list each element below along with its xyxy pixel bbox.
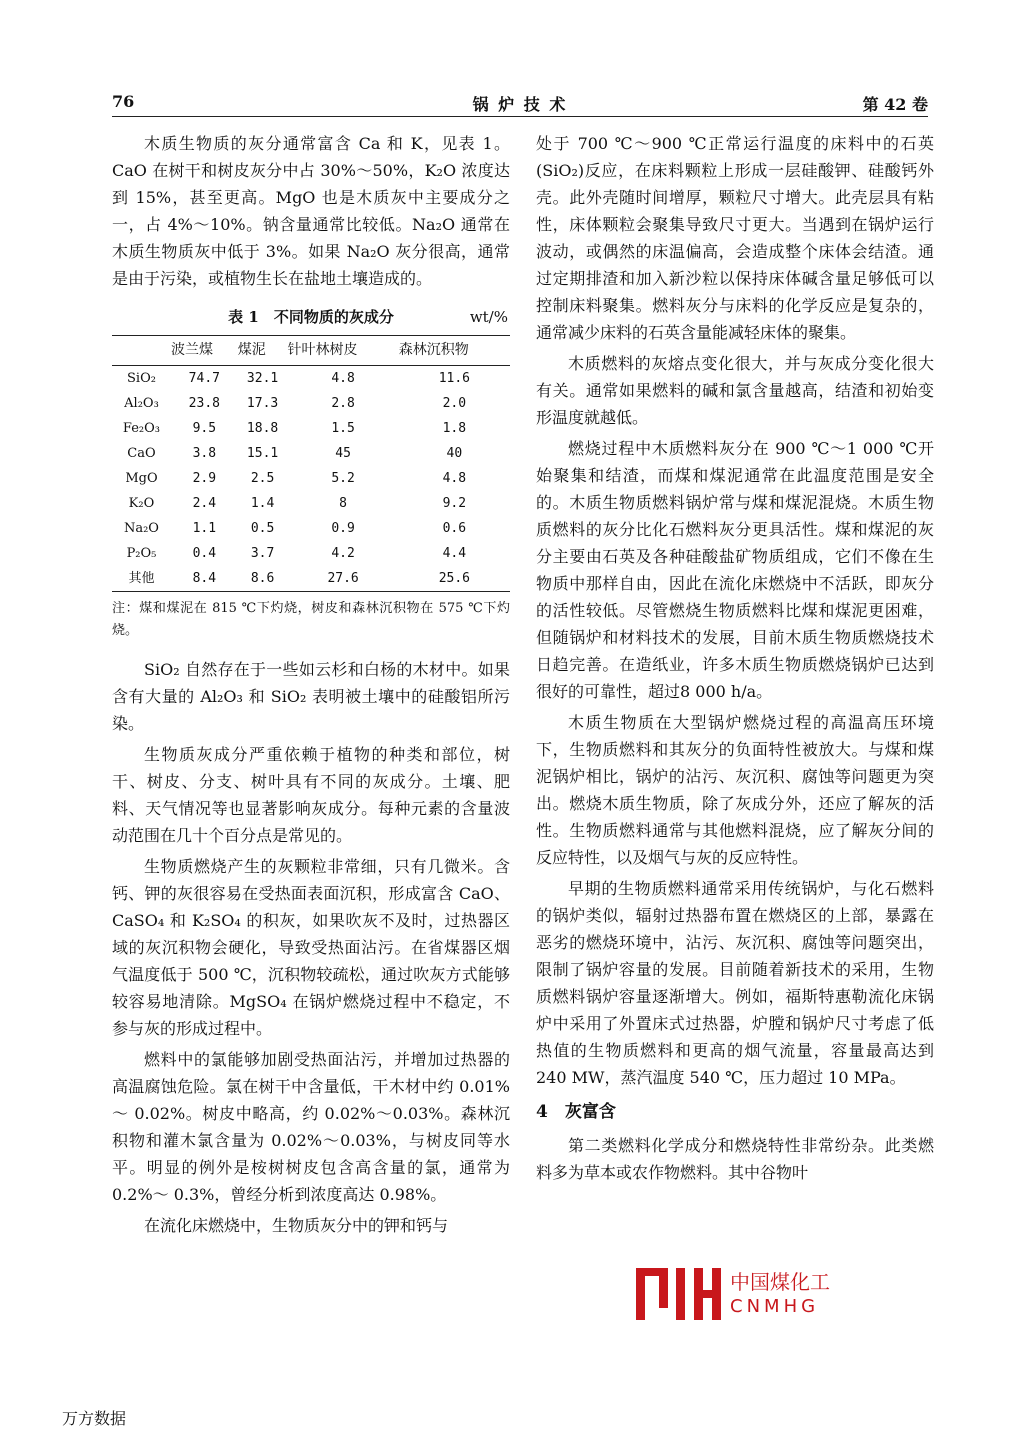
paragraph: 燃烧过程中木质燃料灰分在 900 ℃～1 000 ℃开始聚集和结渣，而煤和煤泥通常在此温度范围是安全的。木质生物质燃料锅炉常与煤和煤泥混烧。木质生物质燃料的灰分比化石燃料灰分更具活性。煤和煤泥的灰分主要由石英及各种硅酸盐矿物质组成，它们不像在生物质中那样自由，因此在流化床燃烧中不活跃，即灰分的活性较低。尽管燃烧生物质燃料比煤和煤泥更困难，但随锅炉和材料技术的发展，目前木质生物质燃烧技术日趋完善。在造纸业，许多木质生物质燃烧锅炉已达到很好的可靠性，超过8 000 h/a。 [536,439,934,701]
table-cell: 27.6 [287,566,398,592]
table-cell: MgO [125,471,158,486]
volume-label: 第 42 卷 [862,95,928,114]
table-cell: 11.6 [438,371,471,386]
table-cell: 3.7 [250,546,275,561]
table-cell: 其他 [112,566,171,592]
table-note: 注：煤和煤泥在 815 ℃下灼烧，树皮和森林沉积物在 575 ℃下灼烧。 [112,601,510,638]
paragraph: 第二类燃料化学成分和燃烧特性非常纷杂。此类燃料多为草本或农作物燃料。其中谷物叶 [536,1136,934,1182]
paragraph: 木质生物质的灰分通常富含 Ca 和 K，见表 1。CaO 在树干和树皮灰分中占 30%～50%，K₂O 浓度达到 15%，甚至更高。MgO 也是木质灰中主要成分之一，占 4%～10%。钠含量通常比较低。Na₂O 通常在木质生物质灰中低于 3%。如果 Na₂O 灰分很高，通常是由于污染，或植物生长在盐地土壤造成的。 [112,134,510,288]
table-cell: 8.4 [171,566,238,592]
table-cell: 4.2 [331,546,355,561]
table-cell: 1.1 [192,521,217,536]
table-cell: P₂O₅ [126,546,157,561]
section-heading: 4 灰富含 [536,1102,616,1122]
table-row [112,416,510,441]
paragraph: 处于 700 ℃～900 ℃正常运行温度的床料中的石英(SiO₂)反应，在床料颗粒上形成一层硅酸钾、硅酸钙外壳。此外壳随时间增厚，颗粒尺寸增大。此壳层具有粘性，床体颗粒会聚集导致尺寸更大。当遇到在锅炉运行波动，或偶然的床温偏高，会造成整个床体会结渣。通过定期排渣和加入新沙粒以保持床体碱含量足够低可以控制床料聚集。燃料灰分与床料的化学反应是复杂的，通常减少床料的石英含量能减轻床体的聚集。 [536,134,934,342]
paragraph: 早期的生物质燃料通常采用传统锅炉，与化石燃料的锅炉类似，辐射过热器布置在燃烧区的上部，暴露在恶劣的燃烧环境中，沾污、灰沉积、腐蚀等问题突出，限制了锅炉容量的发展。目前随着新技术的采用，生物质燃料锅炉容量逐渐增大。例如，福斯特惠勒流化床锅炉中采用了外置床式过热器，炉膛和锅炉尺寸考虑了低热值的生物质燃料和更高的烟气流量，容量最高达到 240 MW，蒸汽温度 540 ℃，压力超过 10 MPa。 [536,879,934,1087]
paragraph: 在流化床燃烧中，生物质灰分中的钾和钙与 [144,1216,449,1235]
table-cell: SiO₂ [127,371,156,386]
ash-composition-table [112,335,510,592]
table-cell: 23.8 [188,396,220,411]
left-column [112,130,510,1243]
table-header: 煤泥 [238,336,288,366]
paragraph: 生物质燃烧产生的灰颗粒非常细，只有几微米。含钙、钾的灰很容易在受热面表面沉积，形成富含 CaO、CaSO₄ 和 K₂SO₄ 的积灰，如果吹灰不及时，过热器区域的灰沉积物会硬化，导致受热面沾污。在省煤器区烟气温度低于 500 ℃，沉积物较疏松，通过吹灰方式能够较容易地清除。MgSO₄ 在锅炉燃烧过程中不稳定，不参与灰的形成过程中。 [112,857,510,1038]
table-row [112,516,510,541]
watermark-logo [632,1262,864,1326]
watermark-cn: 中国煤化工 [730,1270,830,1294]
table-cell: 1.4 [250,496,275,511]
table-cell: 25.6 [399,566,510,592]
table-cell: 2.9 [192,471,217,486]
table-row [112,566,510,592]
table-cell: 8 [339,496,347,511]
table-cell: 0.5 [250,521,275,536]
paragraph: 木质燃料的灰熔点变化很大，并与灰成分变化很大有关。通常如果燃料的碱和氯含量越高，结渣和初始变形温度就越低。 [536,354,934,427]
table-cell: Fe₂O₃ [122,421,161,436]
table-row [112,541,510,566]
table-cell: 17.3 [246,396,279,411]
table-header: 森林沉积物 [399,336,510,366]
table-cell: 2.0 [442,396,467,411]
footer-source: 万方数据 [62,1409,127,1428]
table-cell: 15.1 [246,446,279,461]
table-cell: 2.5 [250,471,275,486]
table-cell: 74.7 [188,371,220,386]
table-cell: 4.8 [331,371,355,386]
table-caption-text: 表 1 不同物质的灰成分 [228,308,394,326]
journal-title: 锅 炉 技 术 [472,95,568,114]
table-row [112,366,510,392]
table-row [112,491,510,516]
table-cell: K₂O [128,496,155,511]
cnmhg-logo-icon [632,1262,728,1326]
right-column [536,130,934,1190]
table-caption [112,304,510,331]
paragraph: 木质生物质在大型锅炉燃烧过程的高温高压环境下，生物质燃料和其灰分的负面特性被放大。与煤和煤泥锅炉相比，锅炉的沾污、灰沉积、腐蚀等问题更为突出。燃烧木质生物质，除了灰成分外，还应了解灰的活性。生物质燃料通常与其他燃料混烧，应了解灰分间的反应特性，以及烟气与灰的反应特性。 [536,713,934,867]
table-cell: 0.4 [192,546,217,561]
table-cell: 3.8 [192,446,217,461]
table-cell: 0.9 [331,521,355,536]
table-header: 针叶林树皮 [287,336,398,366]
table-cell: 2.4 [192,496,217,511]
table-cell: 8.6 [238,566,288,592]
table-cell: Al₂O₃ [124,396,159,411]
table-cell: 32.1 [246,371,279,386]
table-unit: wt/% [469,308,508,326]
table-cell: 18.8 [246,421,279,436]
table-cell: 1.8 [442,421,467,436]
table-cell: 45 [335,446,351,461]
table-cell: 4.4 [442,546,467,561]
table-cell: 0.6 [442,521,467,536]
paragraph: SiO₂ 自然存在于一些如云杉和白杨的木材中。如果含有大量的 Al₂O₃ 和 SiO₂ 表明被土壤中的硅酸铝所污染。 [112,660,510,733]
table-header: 波兰煤 [171,336,238,366]
table-cell: 9.2 [442,496,467,511]
table-cell: 5.2 [331,471,355,486]
page-number: 76 [112,92,135,111]
table-cell: 40 [446,446,463,461]
header-rule [112,116,928,117]
watermark-en: CNMHG [730,1296,820,1317]
table-row [112,441,510,466]
table-cell: 4.8 [442,471,467,486]
table-header [112,336,171,366]
paragraph: 燃料中的氯能够加剧受热面沾污，并增加过热器的高温腐蚀危险。氯在树干中含量低，干木材中约 0.01%～ 0.02%。树皮中略高，约 0.02%～0.03%。森林沉积物和灌木氯含量为 0.02%～0.03%，与树皮同等水平。明显的例外是桉树树皮包含高含量的氯，通常为 0.2%～ 0.3%，曾经分析到浓度高达 0.98%。 [112,1050,510,1204]
table-row [112,466,510,491]
table-cell: CaO [127,446,156,461]
paragraph: 生物质灰成分严重依赖于植物的种类和部位，树干、树皮、分支、树叶具有不同的灰成分。土壤、肥料、天气情况等也显著影响灰成分。每种元素的含量波动范围在几十个百分点是常见的。 [112,745,510,845]
table-cell: Na₂O [123,521,159,536]
table-cell: 1.5 [331,421,355,436]
table-cell: 2.8 [331,396,355,411]
table-cell: 9.5 [192,421,217,436]
table-row [112,391,510,416]
